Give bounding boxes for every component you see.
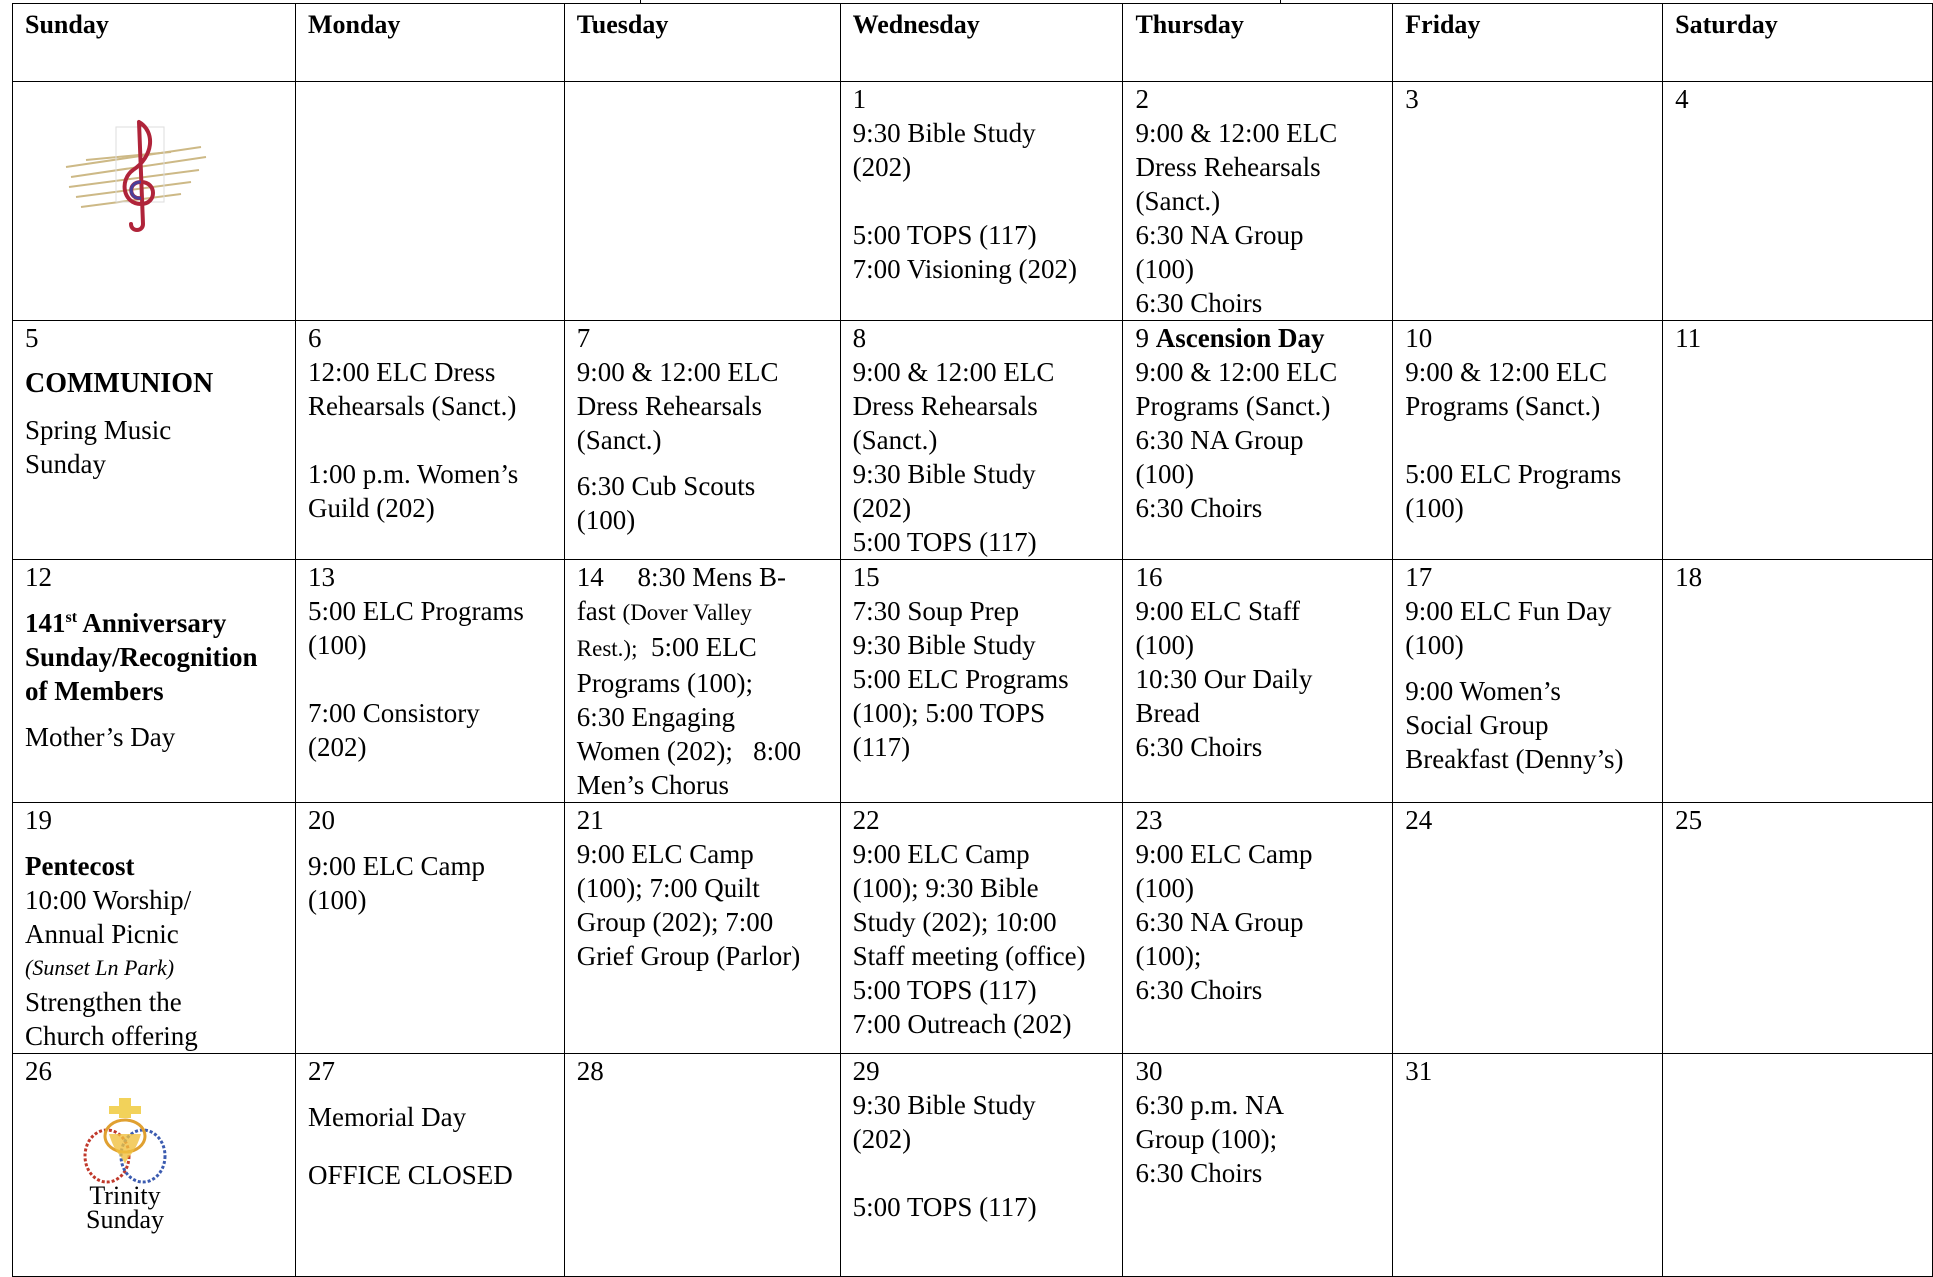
day-number: 15 [852,562,880,592]
day-number: 22 [852,805,880,835]
event-line: 9:00 & 12:00 ELC [576,357,779,387]
day-number: 13 [307,562,335,592]
event-line: 5:00 ELC Programs [1405,459,1622,489]
day-number: 27 [307,1056,335,1086]
day-cell [1123,321,1393,560]
day-number: 6 [307,323,322,353]
event-line: Strengthen the [25,987,182,1017]
event-title: 141st Anniversary [25,608,227,638]
event-line: 10:30 Our Daily [1135,664,1313,694]
day-cell [295,803,564,1054]
day-number: 12 [25,562,52,592]
event-line: 6:30 p.m. NA [1135,1090,1284,1120]
day-number: 18 [1675,562,1703,592]
event-line: Dress Rehearsals [852,391,1038,421]
event-line: (202) [852,152,912,182]
day-number: 3 [1405,84,1419,114]
event-line: 6:30 Choirs [1135,493,1263,523]
day-cell [564,560,840,803]
event-line: 6:30 NA Group [1135,907,1304,937]
day-number: 28 [576,1056,604,1086]
event-line: (100); 7:00 Quilt [576,873,760,903]
day-number: 17 [1405,562,1433,592]
event-line: Annual Picnic [25,919,179,949]
day-cell [295,82,564,321]
header-sunday: Sunday [13,4,296,82]
day-cell [13,1054,296,1277]
event-line: Men’s Chorus [576,770,730,800]
event-line: Programs (Sanct.) [1405,391,1601,421]
day-number: 25 [1675,805,1703,835]
event-line: 9:30 Bible Study [852,118,1036,148]
event-line: Spring Music [25,415,172,445]
event-line: (100) [1135,873,1194,903]
day-number: 26 [25,1056,52,1086]
event-line: 9:00 ELC Fun Day [1405,596,1612,626]
day-number: 30 [1135,1056,1163,1086]
header-monday: Monday [295,4,564,82]
day-number: 8 [852,323,867,353]
event-line: Rest.); 5:00 ELC [576,632,757,662]
event-line: Staff meeting (office) [852,941,1086,971]
event-line: 6:30 Choirs [1135,975,1263,1005]
day-number: 5 [25,323,39,353]
day-number: 29 [852,1056,880,1086]
holiday-label: Ascension Day [1155,323,1325,353]
day-cell [295,560,564,803]
header-tuesday: Tuesday [564,4,840,82]
event-line: Grief Group (Parlor) [576,941,801,971]
day-number: 19 [25,805,52,835]
event-line: Study (202); 10:00 [852,907,1057,937]
day-cell [13,560,296,803]
day-cell [1663,82,1933,321]
week-row [13,560,1933,803]
day-cell [564,803,840,1054]
event-line: (100) [1135,459,1194,489]
svg-text:Trinity: Trinity [89,1181,161,1210]
day-cell [1663,803,1933,1054]
event-line: 7:00 Consistory [307,698,480,728]
event-line: 9:30 Bible Study [852,630,1036,660]
day-cell [13,803,296,1054]
event-line: (100) [307,885,367,915]
event-line: 5:00 TOPS (117) [852,527,1037,557]
day-cell [13,82,296,321]
day-cell [1663,560,1933,803]
day-cell [840,82,1123,321]
day-number: 20 [307,805,335,835]
day-cell [564,1054,840,1277]
event-title: Sunday/Recognition [25,642,258,672]
event-line: 9:30 Bible Study [852,459,1036,489]
event-line: (100); [1135,941,1202,971]
day-cell [13,321,296,560]
event-line: 9:00 ELC Camp [307,851,485,881]
day-cell [1393,560,1663,803]
event-line: 5:00 ELC Programs [852,664,1069,694]
header-saturday: Saturday [1663,4,1933,82]
event-line: (100) [1135,254,1194,284]
event-line: (100) [1405,493,1464,523]
day-cell [1393,803,1663,1054]
event-line: (Sanct.) [1135,186,1221,216]
day-number: 14 8:30 Mens B- [576,562,787,592]
header-friday: Friday [1393,4,1663,82]
week-row [13,82,1933,321]
event-title: COMMUNION [25,368,214,399]
event-line: Breakfast (Denny’s) [1405,744,1624,774]
event-line: Dress Rehearsals [576,391,762,421]
event-line: (100); 5:00 TOPS [852,698,1046,728]
event-line: Dress Rehearsals [1135,152,1321,182]
event-title: of Members [25,676,164,706]
event-title: Pentecost [25,851,135,881]
event-line: 7:00 Visioning (202) [852,254,1078,284]
treble-clef-icon [61,112,211,232]
event-line: (202) [852,493,912,523]
day-number: 1 [852,84,867,114]
event-line: (100) [1135,630,1194,660]
event-line: 9:00 ELC Camp [576,839,754,869]
event-line: 12:00 ELC Dress [307,357,496,387]
trinity-sunday-logo [65,1094,185,1234]
event-line: Sunday [25,449,106,479]
calendar-table [12,3,1933,1277]
event-line: 9:00 Women’s [1405,676,1561,706]
event-line: Social Group [1405,710,1549,740]
day-number: 10 [1405,323,1433,353]
day-number: 2 [1135,84,1149,114]
event-line: (100); 9:30 Bible [852,873,1039,903]
day-cell [1123,803,1393,1054]
event-line: 9:00 & 12:00 ELC [1405,357,1608,387]
day-number: 4 [1675,84,1689,114]
day-number: 24 [1405,805,1433,835]
event-line: Bread [1135,698,1200,728]
header-thursday: Thursday [1123,4,1393,82]
event-line: Guild (202) [307,493,435,523]
event-line: 9:00 ELC Camp [1135,839,1313,869]
event-line: fast (Dover Valley [576,596,752,626]
day-cell [564,321,840,560]
week-row [13,321,1933,560]
day-number: 21 [576,805,604,835]
day-cell [1123,1054,1393,1277]
event-line: 9:00 ELC Staff [1135,596,1300,626]
event-line: Group (100); [1135,1124,1278,1154]
event-line: (202) [307,732,367,762]
day-cell [1393,1054,1663,1277]
event-line: Programs (100); [576,668,754,698]
event-line: 5:00 TOPS (117) [852,220,1037,250]
day-cell [564,82,840,321]
day-cell [295,1054,564,1277]
day-cell [1393,321,1663,560]
event-line: 9:00 & 12:00 ELC [1135,357,1338,387]
header-row [13,4,1933,82]
event-line: Memorial Day [307,1102,467,1132]
day-number: 31 [1405,1056,1433,1086]
event-line: 6:30 Choirs [1135,288,1263,318]
day-cell [295,321,564,560]
event-line: 7:00 Outreach (202) [852,1009,1072,1039]
day-number: 11 [1675,323,1702,353]
event-line: 6:30 NA Group [1135,220,1304,250]
event-line: Church offering [25,1021,198,1051]
event-line: 9:30 Bible Study [852,1090,1036,1120]
event-line: 6:30 Cub Scouts [576,471,756,501]
event-line: (117) [852,732,911,762]
event-line: (Sanct.) [576,425,662,455]
event-line: 9:00 & 12:00 ELC [852,357,1055,387]
day-number: 23 [1135,805,1163,835]
day-number: 7 [576,323,591,353]
week-row [13,1054,1933,1277]
event-line: 7:30 Soup Prep [852,596,1020,626]
event-line: Women (202); 8:00 [576,736,802,766]
event-location: (Sunset Ln Park) [25,955,175,980]
event-line: Mother’s Day [25,722,176,752]
week-row [13,803,1933,1054]
day-cell [1123,82,1393,321]
day-cell [840,560,1123,803]
day-number: 16 [1135,562,1163,592]
event-line: 5:00 ELC Programs [307,596,524,626]
event-line: 5:00 TOPS (117) [852,975,1037,1005]
event-line: OFFICE CLOSED [307,1160,513,1190]
event-line: 6:30 Choirs [1135,732,1263,762]
day-cell [1663,321,1933,560]
event-line: (100) [307,630,367,660]
event-line: (Sanct.) [852,425,938,455]
event-line: (100) [576,505,636,535]
event-line: (100) [1405,630,1464,660]
day-cell [840,803,1123,1054]
day-cell [1123,560,1393,803]
header-wednesday: Wednesday [840,4,1123,82]
event-line: 9:00 & 12:00 ELC [1135,118,1338,148]
event-line: Rehearsals (Sanct.) [307,391,517,421]
event-line: 5:00 TOPS (117) [852,1192,1037,1222]
event-line: 1:00 p.m. Women’s [307,459,519,489]
event-line: Programs (Sanct.) [1135,391,1331,421]
event-line: 9:00 ELC Camp [852,839,1030,869]
day-cell [840,1054,1123,1277]
event-line: Group (202); 7:00 [576,907,774,937]
day-number: 9 Ascension Day [1135,323,1325,353]
day-cell [1663,1054,1933,1277]
day-cell [1393,82,1663,321]
event-line: 6:30 NA Group [1135,425,1304,455]
event-line: 6:30 Choirs [1135,1158,1263,1188]
event-line: (202) [852,1124,912,1154]
event-line: 6:30 Engaging [576,702,736,732]
svg-text:Sunday: Sunday [86,1205,164,1234]
event-line: 10:00 Worship/ [25,885,192,915]
day-cell [840,321,1123,560]
